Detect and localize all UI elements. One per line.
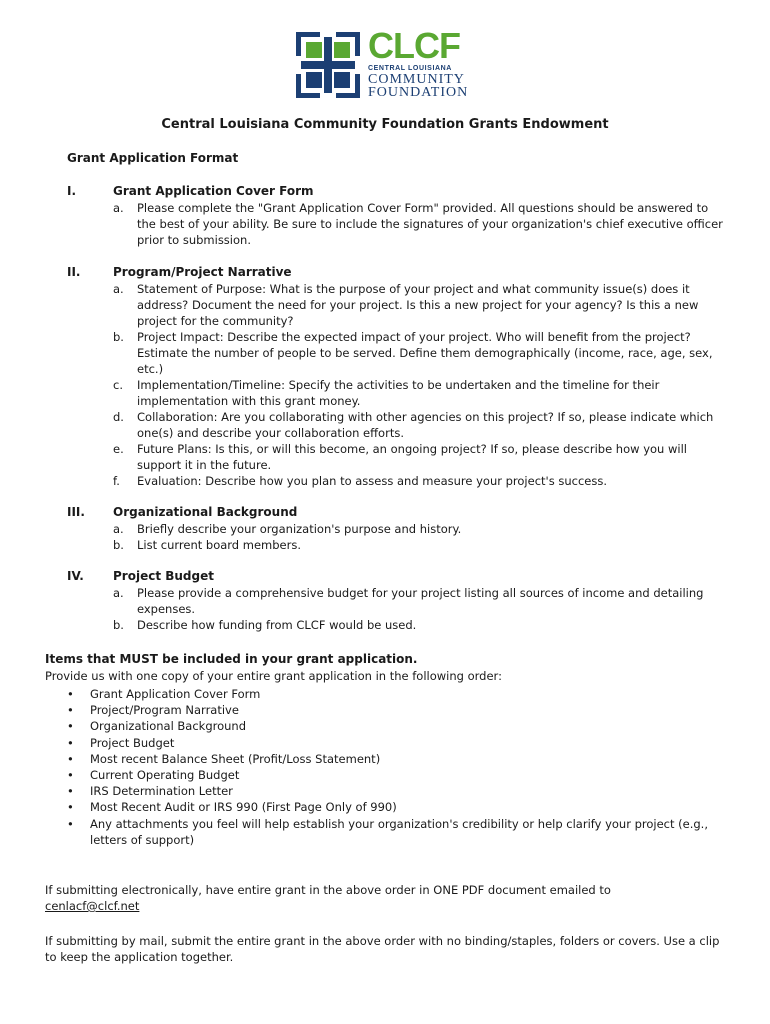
logo-wordmark: CLCF bbox=[368, 25, 460, 66]
item-text: Implementation/Timeline: Specify the activities to be undertaken and the timeline for their implementation with this grant money. bbox=[137, 378, 660, 408]
logo-line-2: COMMUNITY bbox=[368, 72, 465, 87]
section-items bbox=[113, 585, 727, 633]
item-text: Evaluation: Describe how you plan to assess and measure your project's success. bbox=[137, 474, 607, 488]
list-item bbox=[113, 200, 727, 248]
item-letter: a. bbox=[113, 201, 124, 215]
item-text: Please provide a comprehensive budget for your project listing all sources of income and detailing expenses. bbox=[137, 586, 704, 616]
list-item: • Grant Application Cover Form bbox=[67, 686, 717, 702]
item-letter: f. bbox=[113, 474, 120, 488]
section-number: II. bbox=[67, 265, 81, 279]
item-letter: e. bbox=[113, 442, 124, 456]
required-items-intro: Provide us with one copy of your entire grant application in the following order: bbox=[45, 669, 502, 683]
section-number: III. bbox=[67, 505, 85, 519]
section-number: I. bbox=[67, 184, 77, 198]
list-item bbox=[113, 409, 727, 441]
list-item: • Current Operating Budget bbox=[67, 767, 717, 783]
section-heading: Grant Application Cover Form bbox=[113, 184, 314, 198]
item-letter: b. bbox=[113, 538, 124, 552]
list-item bbox=[113, 585, 727, 617]
list-item: • Project Budget bbox=[67, 735, 717, 751]
list-item bbox=[113, 537, 727, 553]
list-item bbox=[113, 281, 727, 329]
required-items-list bbox=[67, 686, 717, 848]
list-item: • IRS Determination Letter bbox=[67, 783, 717, 799]
list-item: • Project/Program Narrative bbox=[67, 702, 717, 718]
mail-submission-note: If submitting by mail, submit the entire grant in the above order with no binding/staples, folders or covers. Use a clip to keep the application together. bbox=[45, 934, 720, 964]
list-item: • Most Recent Audit or IRS 990 (First Page Only of 990) bbox=[67, 799, 717, 815]
item-letter: b. bbox=[113, 618, 124, 632]
list-item: • Most recent Balance Sheet (Profit/Loss Statement) bbox=[67, 751, 717, 767]
item-text: List current board members. bbox=[137, 538, 301, 552]
item-letter: d. bbox=[113, 410, 124, 424]
email-link[interactable]: cenlacf@clcf.net bbox=[45, 899, 140, 913]
item-text: Statement of Purpose: What is the purpose of your project and what community issue(s) does it address? Document the need for your project. Is this a new project for your agency? Is this a new project for the community? bbox=[137, 282, 699, 328]
list-item bbox=[113, 617, 727, 633]
item-text: Please complete the "Grant Application Cover Form" provided. All questions should be answered to the best of your ability. Be sure to include the signatures of your organization's chief executive officer prior to submission. bbox=[137, 201, 723, 247]
item-text: Collaboration: Are you collaborating with other agencies on this project? If so, please indicate which one(s) and describe your collaboration efforts. bbox=[137, 410, 714, 440]
section-items bbox=[113, 521, 727, 553]
clcf-logo bbox=[296, 25, 476, 100]
section-items bbox=[113, 200, 727, 248]
list-item: • Organizational Background bbox=[67, 718, 717, 734]
section-heading: Organizational Background bbox=[113, 505, 298, 519]
list-item bbox=[113, 473, 727, 489]
section-items bbox=[113, 281, 727, 489]
section-heading: Program/Project Narrative bbox=[113, 265, 292, 279]
list-item bbox=[113, 329, 727, 377]
item-letter: a. bbox=[113, 586, 124, 600]
list-item bbox=[113, 441, 727, 473]
format-heading: Grant Application Format bbox=[67, 151, 239, 165]
item-letter: b. bbox=[113, 330, 124, 344]
section-number: IV. bbox=[67, 569, 84, 583]
required-items-heading: Items that MUST be included in your grant application. bbox=[45, 652, 418, 666]
electronic-submission-note bbox=[45, 882, 725, 914]
list-item bbox=[113, 521, 727, 537]
item-text: Future Plans: Is this, or will this become, an ongoing project? If so, please describe how you will support it in the future. bbox=[137, 442, 687, 472]
item-letter: c. bbox=[113, 378, 123, 392]
section-heading: Project Budget bbox=[113, 569, 214, 583]
clcf-cross-icon bbox=[296, 32, 360, 98]
document-title: Central Louisiana Community Foundation Grants Endowment bbox=[161, 117, 609, 132]
logo-line-1: CENTRAL LOUISIANA bbox=[368, 65, 452, 72]
item-text: Briefly describe your organization's purpose and history. bbox=[137, 522, 462, 536]
item-letter: a. bbox=[113, 282, 124, 296]
item-text: Describe how funding from CLCF would be used. bbox=[137, 618, 417, 632]
logo-line-3: FOUNDATION bbox=[368, 85, 469, 100]
list-item bbox=[113, 377, 727, 409]
electronic-text: If submitting electronically, have entire grant in the above order in ONE PDF document emailed to bbox=[45, 883, 611, 897]
item-text: Project Impact: Describe the expected impact of your project. Who will benefit from the project? Estimate the number of people to be served. Define them demographically (income, race, age, sex, etc.) bbox=[137, 330, 713, 376]
list-item: • Any attachments you feel will help establish your organization's credibility or help clarify your project (e.g., letters of support) bbox=[67, 816, 717, 848]
item-letter: a. bbox=[113, 522, 124, 536]
